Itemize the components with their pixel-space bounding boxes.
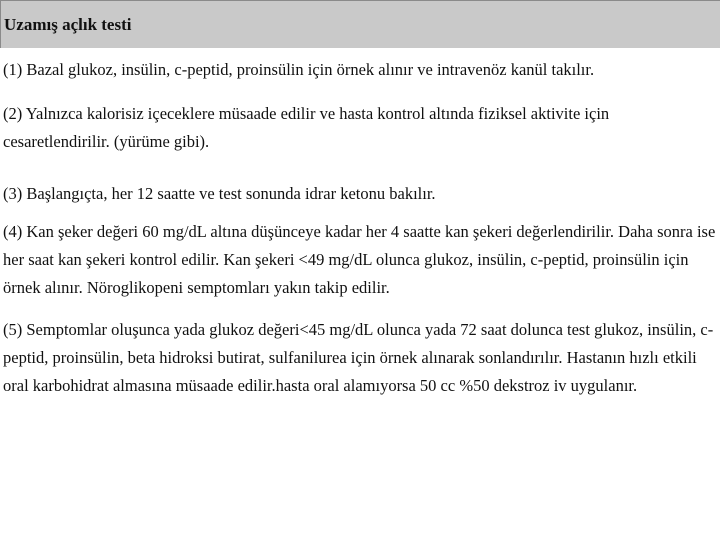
page-title: Uzamış açlık testi — [4, 15, 132, 34]
step-5-paragraph: (5) Semptomlar oluşunca yada glukoz değeri<45 mg/dL olunca yada 72 saat dolunca test glukoz, insülin, c-peptid, proinsülin, beta hidroksi butirat, sulfanilurea için örnek alınarak sonlandırılır. Hastanın hızlı etkili oral karbohidrat almasına müsaade edilir.hasta oral alamıyorsa 50 cc %50 dekstroz iv uygulanır. — [3, 320, 714, 395]
step-1-paragraph: (1) Bazal glukoz, insülin, c-peptid, proinsülin için örnek alınır ve intravenöz kanül takılır. — [3, 60, 595, 79]
step-2-paragraph: (2) Yalnızca kalorisiz içeceklere müsaade edilir ve hasta kontrol altında fiziksel aktivite için cesaretlendirilir. (yürüme gibi). — [3, 104, 610, 151]
document-body — [3, 48, 717, 400]
step-4-paragraph: (4) Kan şeker değeri 60 mg/dL altına düşünceye kadar her 4 saatte kan şekeri değerlendirilir. Daha sonra ise her saat kan şekeri kontrol edilir. Kan şekeri <49 mg/dL olunca glukoz, insülin, c-peptid, proinsülin için örnek alınır. Nöroglikopeni semptomları yakın takip edilir. — [3, 222, 716, 297]
title-bar — [0, 0, 720, 48]
step-3-paragraph: (3) Başlangıçta, her 12 saatte ve test sonunda idrar ketonu bakılır. — [3, 184, 436, 203]
